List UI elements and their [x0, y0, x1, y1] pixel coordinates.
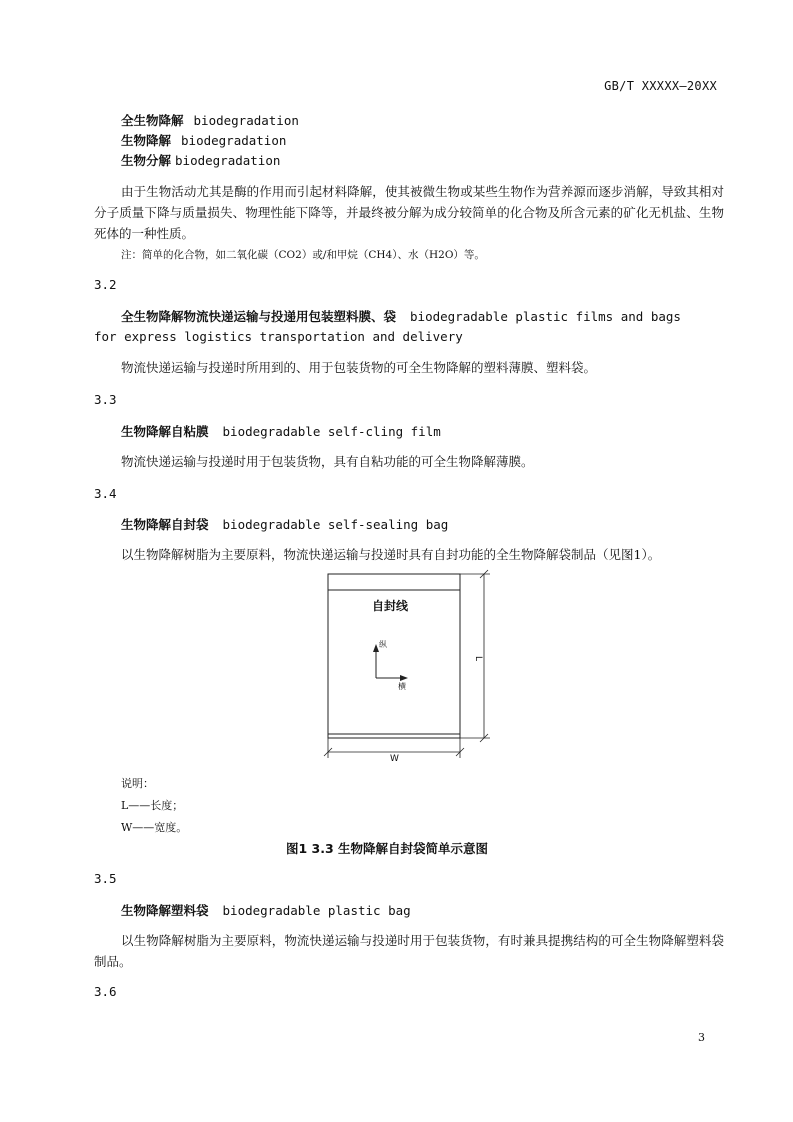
legend-item-width: W——宽度。 — [121, 821, 188, 834]
term-zh: 全生物降解 — [121, 113, 184, 128]
term-zh: 全生物降解物流快递运输与投递用包装塑料膜、袋 — [121, 309, 397, 324]
term-en: biodegradation — [181, 133, 287, 148]
length-label: L — [473, 656, 483, 662]
term-en: biodegradable plastic bag — [222, 903, 411, 918]
term-zh: 生物分解 — [121, 153, 172, 168]
term-en: biodegradable self-cling film — [222, 424, 441, 439]
term-zh: 生物降解自粘膜 — [121, 424, 209, 439]
note: 注：简单的化合物，如二氧化碳（CO2）或/和甲烷（CH4）、水（H2O）等。 — [121, 249, 485, 261]
term-en: biodegradable plastic films and bags — [410, 309, 681, 324]
term-en: biodegradation — [175, 153, 281, 168]
term-en-continuation: for express logistics transportation and delivery — [94, 329, 463, 344]
term-heading — [121, 307, 681, 325]
definition-paragraph: 物流快递运输与投递时所用到的、用于包装货物的可全生物降解的塑料薄膜、塑料袋。 — [121, 360, 597, 375]
clause-number: 3.5 — [94, 871, 117, 886]
term-zh: 生物降解塑料袋 — [121, 903, 209, 918]
term-line-1 — [121, 111, 299, 129]
definition-paragraph: 物流快递运输与投递时用于包装货物，具有自粘功能的可全生物降解薄膜。 — [121, 454, 534, 469]
term-line-2 — [121, 131, 286, 149]
term-en: biodegradation — [193, 113, 299, 128]
term-heading — [121, 515, 448, 533]
term-zh: 生物降解 — [121, 133, 172, 148]
term-heading — [121, 901, 411, 919]
figure-caption: 图1 3.3 生物降解自封袋简单示意图 — [286, 841, 489, 856]
definition-paragraph: 以生物降解树脂为主要原料，物流快递运输与投递时具有自封功能的全生物降解袋制品（见图1）。 — [121, 547, 661, 562]
term-en: biodegradable self-sealing bag — [222, 517, 449, 532]
transverse-label: 横 — [398, 682, 406, 691]
clause-number: 3.3 — [94, 392, 117, 407]
document-code: GB/T XXXXX—20XX — [604, 79, 717, 93]
figure-self-sealing-bag — [318, 568, 494, 764]
term-heading — [121, 422, 441, 440]
legend-title: 说明： — [121, 777, 154, 790]
definition-paragraph: 以生物降解树脂为主要原料，物流快递运输与投递时用于包装货物，有时兼具提携结构的可全生物降解塑料袋制品。 — [94, 933, 724, 969]
legend-item-length: L——长度； — [121, 799, 184, 812]
definition-paragraph: 由于生物活动尤其是酶的作用而引起材料降解，使其被微生物或某些生物作为营养源而逐步消解，导致其相对分子质量下降与质量损失、物理性能下降等，并最终被分解为成分较简单的化合物及所含元素的矿化无机盐、生物死体的一种性质。 — [94, 184, 724, 241]
longitudinal-label: 纵 — [379, 640, 387, 649]
page-number: 3 — [698, 1031, 705, 1044]
clause-number: 3.4 — [94, 486, 117, 501]
clause-number: 3.6 — [94, 984, 117, 999]
seal-line-label: 自封线 — [372, 599, 409, 613]
width-label: W — [390, 754, 399, 764]
term-line-3 — [121, 151, 280, 169]
term-zh: 生物降解自封袋 — [121, 517, 209, 532]
clause-number: 3.2 — [94, 277, 117, 292]
